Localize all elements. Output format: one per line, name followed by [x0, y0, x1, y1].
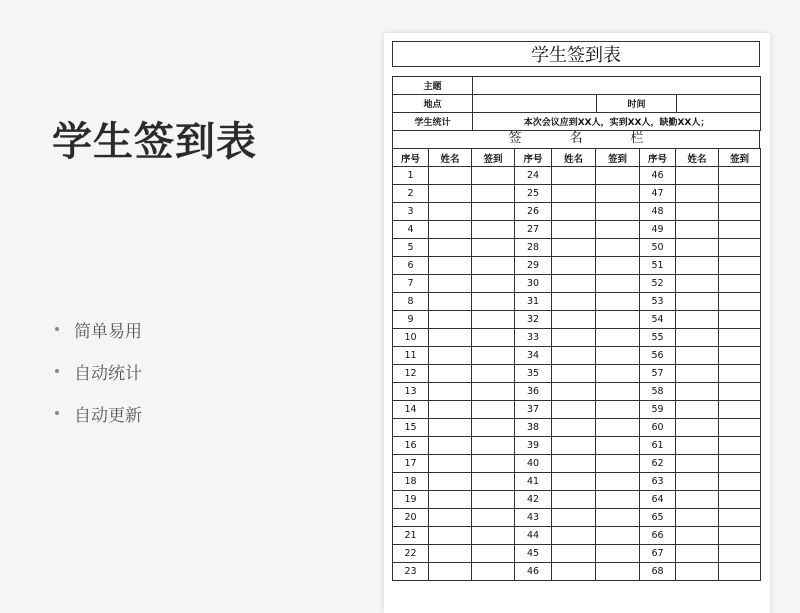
name-cell[interactable]	[676, 275, 719, 293]
sign-cell[interactable]	[596, 563, 640, 581]
name-cell[interactable]	[676, 329, 719, 347]
row-number-cell: 62	[640, 455, 676, 473]
sign-cell[interactable]	[719, 365, 761, 383]
info-table	[392, 76, 761, 131]
row-number-cell: 3	[393, 203, 429, 221]
row-number-cell: 43	[515, 509, 552, 527]
name-cell[interactable]	[429, 257, 472, 275]
sign-cell[interactable]	[719, 437, 761, 455]
name-cell[interactable]	[429, 329, 472, 347]
sign-cell[interactable]	[719, 257, 761, 275]
table-row	[393, 347, 761, 365]
info-row-stats	[393, 113, 761, 131]
time-label: 时间	[597, 95, 677, 113]
row-number-cell: 37	[515, 401, 552, 419]
row-number-cell: 5	[393, 239, 429, 257]
feature-label: 简单易用	[74, 321, 142, 342]
row-number-cell: 52	[640, 275, 676, 293]
sign-cell[interactable]	[596, 401, 640, 419]
sign-cell[interactable]	[596, 545, 640, 563]
sign-cell[interactable]	[472, 185, 515, 203]
table-row	[393, 419, 761, 437]
row-number-cell: 55	[640, 329, 676, 347]
name-cell[interactable]	[552, 185, 596, 203]
name-cell[interactable]	[676, 491, 719, 509]
row-number-cell: 29	[515, 257, 552, 275]
row-number-cell: 25	[515, 185, 552, 203]
row-number-cell: 28	[515, 239, 552, 257]
grid-column-header: 签到	[596, 149, 640, 167]
table-row	[393, 527, 761, 545]
name-cell[interactable]	[552, 311, 596, 329]
sign-cell[interactable]	[596, 419, 640, 437]
row-number-cell: 27	[515, 221, 552, 239]
sign-cell[interactable]	[472, 329, 515, 347]
sign-cell[interactable]	[596, 203, 640, 221]
sign-cell[interactable]	[719, 275, 761, 293]
sign-cell[interactable]	[719, 491, 761, 509]
row-number-cell: 17	[393, 455, 429, 473]
sign-cell[interactable]	[472, 167, 515, 185]
table-row	[393, 545, 761, 563]
row-number-cell: 9	[393, 311, 429, 329]
table-row	[393, 311, 761, 329]
name-cell[interactable]	[429, 473, 472, 491]
sign-in-sheet	[384, 33, 770, 613]
sign-cell[interactable]	[596, 527, 640, 545]
row-number-cell: 2	[393, 185, 429, 203]
sign-cell[interactable]	[596, 437, 640, 455]
sign-cell[interactable]	[596, 365, 640, 383]
name-cell[interactable]	[552, 293, 596, 311]
sign-cell[interactable]	[596, 257, 640, 275]
row-number-cell: 41	[515, 473, 552, 491]
row-number-cell: 61	[640, 437, 676, 455]
name-cell[interactable]	[429, 383, 472, 401]
row-number-cell: 12	[393, 365, 429, 383]
bullet-icon	[55, 327, 59, 331]
name-cell[interactable]	[429, 455, 472, 473]
row-number-cell: 46	[515, 563, 552, 581]
table-row	[393, 365, 761, 383]
row-number-cell: 42	[515, 491, 552, 509]
table-row	[393, 563, 761, 581]
stats-label: 学生统计	[393, 113, 473, 131]
row-number-cell: 10	[393, 329, 429, 347]
sign-cell[interactable]	[596, 329, 640, 347]
table-row	[393, 257, 761, 275]
row-number-cell: 32	[515, 311, 552, 329]
table-row	[393, 455, 761, 473]
row-number-cell: 48	[640, 203, 676, 221]
name-cell[interactable]	[676, 419, 719, 437]
info-row-location	[393, 95, 761, 113]
sign-cell[interactable]	[596, 275, 640, 293]
row-number-cell: 67	[640, 545, 676, 563]
sign-cell[interactable]	[719, 401, 761, 419]
row-number-cell: 56	[640, 347, 676, 365]
name-cell[interactable]	[552, 167, 596, 185]
row-number-cell: 30	[515, 275, 552, 293]
sign-cell[interactable]	[472, 527, 515, 545]
row-number-cell: 47	[640, 185, 676, 203]
subject-label: 主题	[393, 77, 473, 95]
name-cell[interactable]	[676, 347, 719, 365]
row-number-cell: 35	[515, 365, 552, 383]
sign-cell[interactable]	[719, 563, 761, 581]
row-number-cell: 31	[515, 293, 552, 311]
name-cell[interactable]	[552, 437, 596, 455]
row-number-cell: 46	[640, 167, 676, 185]
name-cell[interactable]	[429, 203, 472, 221]
table-row	[393, 401, 761, 419]
sign-banner	[392, 130, 760, 148]
sign-cell[interactable]	[596, 455, 640, 473]
feature-list	[55, 308, 142, 434]
name-cell[interactable]	[676, 203, 719, 221]
name-cell[interactable]	[676, 545, 719, 563]
name-cell[interactable]	[676, 167, 719, 185]
sign-cell[interactable]	[719, 311, 761, 329]
row-number-cell: 49	[640, 221, 676, 239]
name-cell[interactable]	[676, 473, 719, 491]
name-cell[interactable]	[429, 239, 472, 257]
name-cell[interactable]	[429, 401, 472, 419]
name-cell[interactable]	[676, 311, 719, 329]
row-number-cell: 22	[393, 545, 429, 563]
row-number-cell: 50	[640, 239, 676, 257]
row-number-cell: 39	[515, 437, 552, 455]
sign-cell[interactable]	[719, 545, 761, 563]
sign-cell[interactable]	[719, 185, 761, 203]
sign-cell[interactable]	[596, 509, 640, 527]
name-cell[interactable]	[552, 347, 596, 365]
sign-cell[interactable]	[596, 239, 640, 257]
name-cell[interactable]	[429, 311, 472, 329]
sign-cell[interactable]	[472, 293, 515, 311]
feature-item	[55, 308, 142, 350]
name-cell[interactable]	[676, 185, 719, 203]
grid-column-header: 序号	[640, 149, 676, 167]
row-number-cell: 33	[515, 329, 552, 347]
sign-cell[interactable]	[472, 383, 515, 401]
grid-column-header: 姓名	[429, 149, 472, 167]
location-label: 地点	[393, 95, 473, 113]
sign-cell[interactable]	[719, 509, 761, 527]
name-cell[interactable]	[552, 563, 596, 581]
sign-cell[interactable]	[719, 203, 761, 221]
sign-cell[interactable]	[719, 221, 761, 239]
name-cell[interactable]	[676, 239, 719, 257]
name-cell[interactable]	[429, 185, 472, 203]
row-number-cell: 16	[393, 437, 429, 455]
row-number-cell: 6	[393, 257, 429, 275]
sheet-title: 学生签到表	[392, 41, 760, 67]
row-number-cell: 60	[640, 419, 676, 437]
name-cell[interactable]	[676, 257, 719, 275]
sign-cell[interactable]	[472, 365, 515, 383]
sign-cell[interactable]	[472, 221, 515, 239]
row-number-cell: 57	[640, 365, 676, 383]
table-row	[393, 509, 761, 527]
table-row	[393, 185, 761, 203]
name-cell[interactable]	[552, 275, 596, 293]
row-number-cell: 4	[393, 221, 429, 239]
table-row	[393, 329, 761, 347]
row-number-cell: 21	[393, 527, 429, 545]
table-row	[393, 221, 761, 239]
feature-label: 自动统计	[74, 363, 142, 384]
name-cell[interactable]	[429, 491, 472, 509]
row-number-cell: 14	[393, 401, 429, 419]
name-cell[interactable]	[552, 203, 596, 221]
name-cell[interactable]	[552, 329, 596, 347]
row-number-cell: 44	[515, 527, 552, 545]
grid-column-header: 签到	[719, 149, 761, 167]
name-cell[interactable]	[429, 437, 472, 455]
sign-cell[interactable]	[719, 527, 761, 545]
promo-title: 学生签到表	[52, 119, 257, 165]
sign-cell[interactable]	[472, 203, 515, 221]
sign-cell[interactable]	[472, 257, 515, 275]
sign-cell[interactable]	[719, 239, 761, 257]
time-value[interactable]	[677, 95, 761, 113]
sign-cell[interactable]	[719, 419, 761, 437]
sign-cell[interactable]	[596, 221, 640, 239]
name-cell[interactable]	[552, 455, 596, 473]
name-cell[interactable]	[552, 509, 596, 527]
row-number-cell: 64	[640, 491, 676, 509]
feature-item	[55, 350, 142, 392]
table-row	[393, 167, 761, 185]
stats-value: 本次会议应到XX人，实到XX人，缺勤XX人；	[473, 113, 761, 131]
row-number-cell: 40	[515, 455, 552, 473]
row-number-cell: 38	[515, 419, 552, 437]
name-cell[interactable]	[552, 383, 596, 401]
sign-cell[interactable]	[719, 383, 761, 401]
row-number-cell: 15	[393, 419, 429, 437]
table-row	[393, 437, 761, 455]
name-cell[interactable]	[429, 167, 472, 185]
row-number-cell: 8	[393, 293, 429, 311]
row-number-cell: 54	[640, 311, 676, 329]
sign-cell[interactable]	[472, 419, 515, 437]
row-number-cell: 20	[393, 509, 429, 527]
bullet-icon	[55, 369, 59, 373]
subject-value[interactable]	[473, 77, 761, 95]
sign-cell[interactable]	[596, 491, 640, 509]
sign-cell[interactable]	[472, 311, 515, 329]
grid-column-header: 序号	[515, 149, 552, 167]
name-cell[interactable]	[552, 527, 596, 545]
table-row	[393, 491, 761, 509]
sign-cell[interactable]	[472, 473, 515, 491]
row-number-cell: 68	[640, 563, 676, 581]
sign-cell[interactable]	[596, 167, 640, 185]
name-cell[interactable]	[676, 365, 719, 383]
sign-cell[interactable]	[719, 473, 761, 491]
grid-column-header: 序号	[393, 149, 429, 167]
name-cell[interactable]	[676, 563, 719, 581]
name-cell[interactable]	[429, 275, 472, 293]
sign-banner-char: 栏	[630, 131, 644, 146]
table-row	[393, 293, 761, 311]
row-number-cell: 63	[640, 473, 676, 491]
name-cell[interactable]	[676, 455, 719, 473]
sign-cell[interactable]	[472, 545, 515, 563]
name-cell[interactable]	[429, 545, 472, 563]
row-number-cell: 66	[640, 527, 676, 545]
info-row-subject	[393, 77, 761, 95]
row-number-cell: 19	[393, 491, 429, 509]
location-value[interactable]	[473, 95, 597, 113]
sign-cell[interactable]	[472, 347, 515, 365]
sign-cell[interactable]	[472, 563, 515, 581]
sign-cell[interactable]	[596, 293, 640, 311]
sign-in-grid	[392, 148, 761, 581]
sign-cell[interactable]	[472, 509, 515, 527]
name-cell[interactable]	[429, 347, 472, 365]
sign-banner-char: 名	[569, 131, 583, 146]
row-number-cell: 11	[393, 347, 429, 365]
row-number-cell: 58	[640, 383, 676, 401]
sign-cell[interactable]	[596, 383, 640, 401]
row-number-cell: 26	[515, 203, 552, 221]
row-number-cell: 18	[393, 473, 429, 491]
row-number-cell: 59	[640, 401, 676, 419]
feature-label: 自动更新	[74, 405, 142, 426]
sign-cell[interactable]	[719, 455, 761, 473]
row-number-cell: 36	[515, 383, 552, 401]
name-cell[interactable]	[552, 401, 596, 419]
sign-cell[interactable]	[596, 185, 640, 203]
sign-cell[interactable]	[472, 401, 515, 419]
row-number-cell: 34	[515, 347, 552, 365]
name-cell[interactable]	[429, 419, 472, 437]
name-cell[interactable]	[676, 401, 719, 419]
name-cell[interactable]	[552, 239, 596, 257]
bullet-icon	[55, 411, 59, 415]
row-number-cell: 45	[515, 545, 552, 563]
sign-cell[interactable]	[719, 167, 761, 185]
sign-cell[interactable]	[472, 437, 515, 455]
table-row	[393, 275, 761, 293]
grid-header-row	[393, 149, 761, 167]
name-cell[interactable]	[552, 473, 596, 491]
sign-cell[interactable]	[596, 311, 640, 329]
feature-item	[55, 392, 142, 434]
table-row	[393, 239, 761, 257]
table-row	[393, 383, 761, 401]
name-cell[interactable]	[429, 527, 472, 545]
name-cell[interactable]	[552, 365, 596, 383]
sign-cell[interactable]	[719, 293, 761, 311]
name-cell[interactable]	[429, 509, 472, 527]
sign-banner-char: 签	[508, 131, 522, 146]
grid-column-header: 姓名	[676, 149, 719, 167]
name-cell[interactable]	[676, 509, 719, 527]
name-cell[interactable]	[676, 527, 719, 545]
name-cell[interactable]	[552, 545, 596, 563]
row-number-cell: 65	[640, 509, 676, 527]
grid-column-header: 姓名	[552, 149, 596, 167]
sign-cell[interactable]	[472, 239, 515, 257]
name-cell[interactable]	[429, 365, 472, 383]
name-cell[interactable]	[676, 293, 719, 311]
row-number-cell: 23	[393, 563, 429, 581]
name-cell[interactable]	[676, 383, 719, 401]
row-number-cell: 7	[393, 275, 429, 293]
name-cell[interactable]	[429, 293, 472, 311]
name-cell[interactable]	[676, 221, 719, 239]
sign-cell[interactable]	[472, 455, 515, 473]
sign-cell[interactable]	[719, 329, 761, 347]
row-number-cell: 1	[393, 167, 429, 185]
sign-cell[interactable]	[472, 275, 515, 293]
name-cell[interactable]	[552, 491, 596, 509]
name-cell[interactable]	[429, 221, 472, 239]
name-cell[interactable]	[552, 257, 596, 275]
name-cell[interactable]	[552, 221, 596, 239]
sign-cell[interactable]	[719, 347, 761, 365]
name-cell[interactable]	[429, 563, 472, 581]
row-number-cell: 51	[640, 257, 676, 275]
name-cell[interactable]	[676, 437, 719, 455]
sign-cell[interactable]	[472, 491, 515, 509]
sign-cell[interactable]	[596, 347, 640, 365]
grid-column-header: 签到	[472, 149, 515, 167]
table-row	[393, 203, 761, 221]
row-number-cell: 13	[393, 383, 429, 401]
row-number-cell: 24	[515, 167, 552, 185]
table-row	[393, 473, 761, 491]
row-number-cell: 53	[640, 293, 676, 311]
sign-cell[interactable]	[596, 473, 640, 491]
name-cell[interactable]	[552, 419, 596, 437]
